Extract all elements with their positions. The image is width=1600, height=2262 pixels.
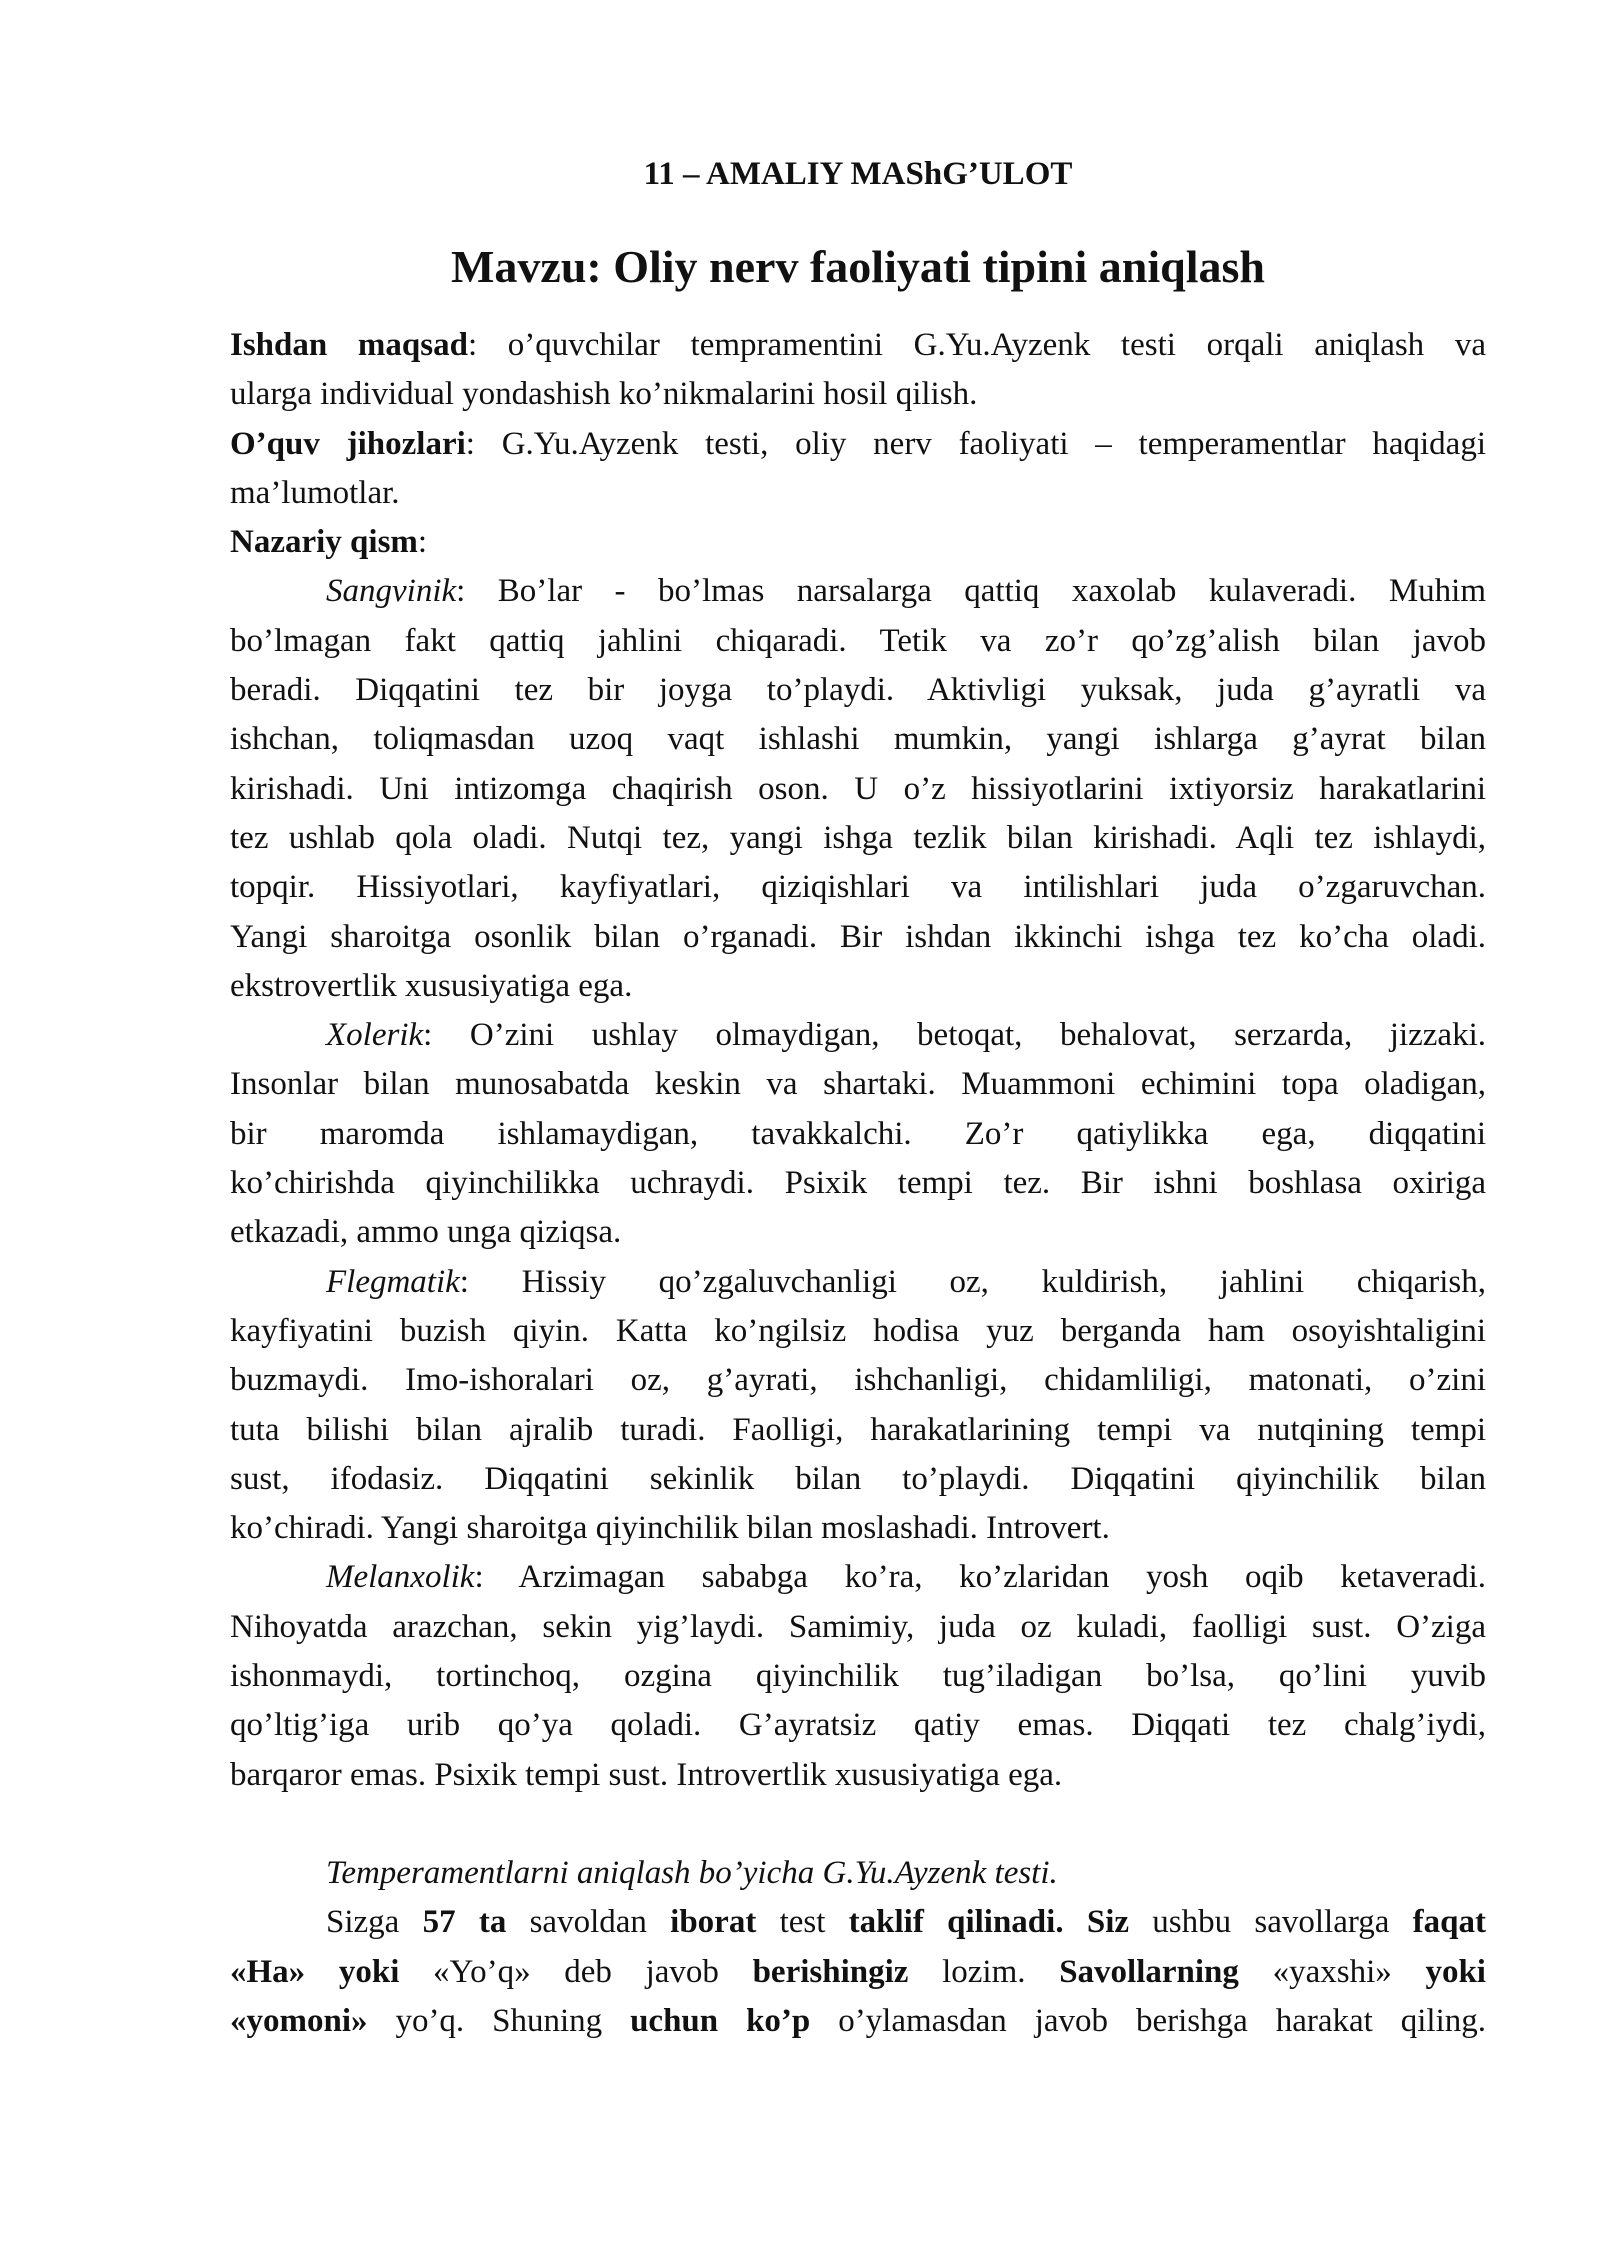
equipment-text: : G.Yu.Ayzenk testi, oliy nerv faoliyati – temperamentlar haqidagi bbox=[465, 425, 1486, 462]
term-choleric: Xolerik bbox=[326, 1017, 424, 1054]
goal-paragraph bbox=[230, 321, 1486, 420]
paragraph-sanguine: Sangvinik: Bo’lar - bo’lmas narsalarga qattiq xaxolab kulaveradi. Muhim bo’lmagan fakt qattiq jahlini chiqaradi. Tetik va zo’r qo’zg’alish bilan javob beradi. Diqqatini tez bir joyga to’playdi. Aktivligi yuksak, juda g’ayratli va ishchan, toliqmasdan uzoq vaqt ishlashi mumkin, yangi ishlarga g’ayrat bilan kirishadi. Uni intizomga chaqirish oson. U o’z hissiyotlarini ixtiyorsiz harakatlarini tez ushlab qola oladi. Nutqi tez, yangi ishga tezlik bilan kirishadi. Aqli tez ishlaydi, topqir. Hissiyotlari, kayfiyatlari, qiziqishlari va intilishlari juda o’zgaruvchan. Yangi sharoitga osonlik bilan o’rganadi. Bir ishdan ikkinchi ishga tez ko’cha oladi. ekstrovertlik xususiyatiga ega. bbox=[230, 573, 1486, 1004]
equipment-label: O’quv jihozlari bbox=[230, 425, 466, 462]
paragraph-melancholic: Melanxolik: Arzimagan sababga ko’ra, ko’zlaridan yosh oqib ketaveradi. Nihoyatda arazchan, sekin yig’laydi. Samimiy, juda oz kuladi, faolligi sust. O’ziga ishonmaydi, tortinchoq, ozgina qiyinchilik tug’iladigan bo’lsa, qo’lini yuvib qo’ltig’iga urib qo’ya qoladi. G’ayratsiz qatiy emas. Diqqati tez chalg’iydi, barqaror emas. Psixik tempi sust. Introvertlik xususiyatiga ega. bbox=[230, 1559, 1486, 1793]
practical-lesson-number: 11 – AMALIY MAShG’ULOT bbox=[643, 156, 1073, 192]
equipment-text-cont: ma’lumotlar. bbox=[230, 474, 400, 511]
theory-heading: Nazariy qism: bbox=[230, 524, 428, 561]
term-melancholic: Melanxolik bbox=[326, 1559, 475, 1596]
goal-text: : o’quvchilar tempramentini G.Yu.Ayzenk testi orqali aniqlash va bbox=[467, 327, 1486, 363]
topic-title: Mavzu: Oliy nerv faoliyati tipini aniqlash bbox=[450, 241, 1265, 292]
goal-label: Ishdan maqsad bbox=[230, 327, 468, 363]
paragraph-phlegmatic: Flegmatik: Hissiy qo’zgaluvchanligi oz, kuldirish, jahlini chiqarish, kayfiyatini buzish qiyin. Katta ko’ngilsiz hodisa yuz berganda ham osoyishtaligini buzmaydi. Imo-ishoralari oz, g’ayrati, ishchanligi, chidamliligi, matonati, o’zini tuta bilishi bilan ajralib turadi. Faolligi, harakatlarining tempi va nutqining tempi sust, ifodasiz. Diqqatini sekinlik bilan to’playdi. Diqqatini qiyinchilik bilan ko’chiradi. Yangi sharoitga qiyinchilik bilan moslashadi. Introvert. bbox=[230, 1263, 1486, 1547]
goal-text-cont: ularga individual yondashish ko’nikmalarini hosil qilish. bbox=[230, 376, 978, 413]
term-sanguine: Sangvinik bbox=[326, 573, 457, 610]
spacer bbox=[230, 1800, 1486, 1849]
equipment-paragraph bbox=[230, 420, 1486, 519]
test-heading: Temperamentlarni aniqlash bo’yicha G.Yu.Ayzenk testi. bbox=[326, 1854, 1058, 1891]
term-phlegmatic: Flegmatik bbox=[326, 1263, 460, 1300]
test-instructions: Sizga 57 ta savoldan iborat test taklif qilinadi. Siz ushbu savollarga faqat «Ha» yoki «Yo’q» deb javob berishingiz lozim. Savollarning «yaxshi» yoki «yomoni» yo’q. Shuning uchun ko’p o’ylamasdan javob berishga harakat qiling. bbox=[230, 1904, 1486, 2039]
paragraph-choleric: Xolerik: O’zini ushlay olmaydigan, betoqat, behalovat, serzarda, jizzaki. Insonlar bilan munosabatda keskin va shartaki. Muammoni echimini topa oladigan, bir maromda ishlamaydigan, tavakkalchi. Zo’r qatiylikka ega, diqqatini ko’chirishda qiyinchilikka uchraydi. Psixik tempi tez. Bir ishni boshlasa oxiriga etkazadi, ammo unga qiziqsa. bbox=[230, 1017, 1486, 1251]
document-page bbox=[230, 150, 1486, 2046]
theory-label: Nazariy qism bbox=[230, 524, 418, 561]
